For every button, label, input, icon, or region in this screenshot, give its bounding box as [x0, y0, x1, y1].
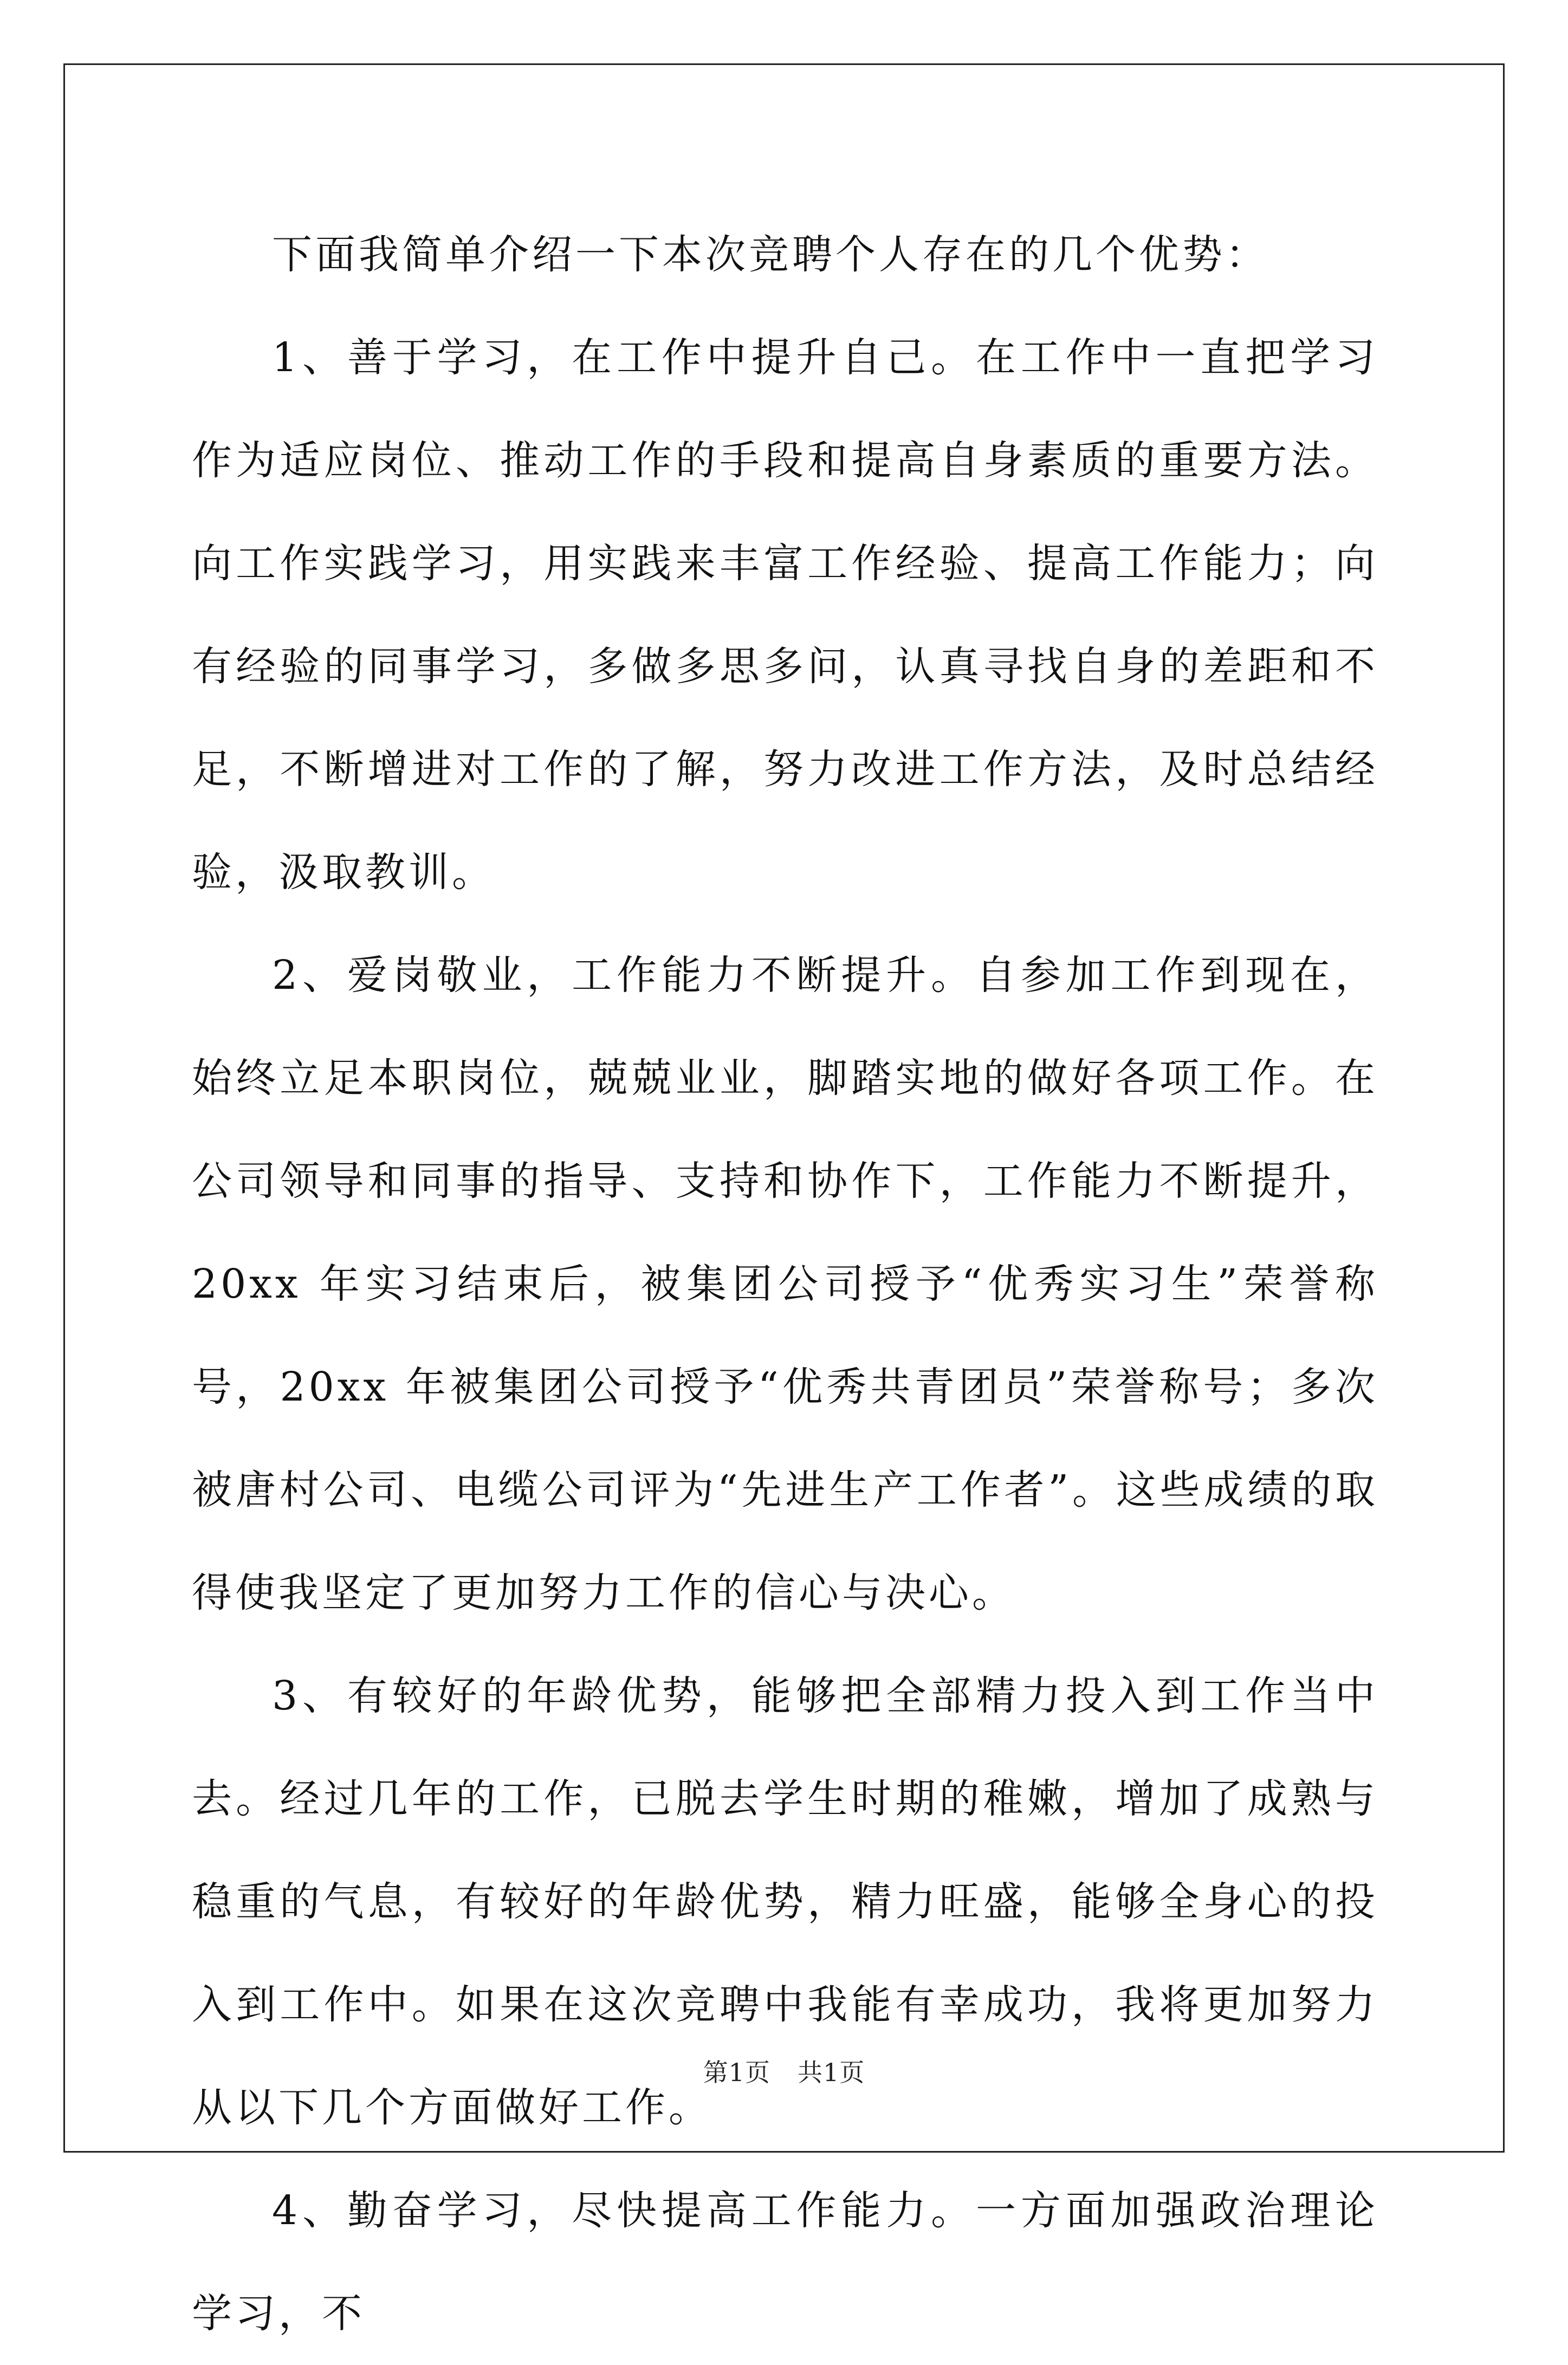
page-footer: [0, 2056, 1568, 2089]
paragraph-3: 3、有较好的年龄优势，能够把全部精力投入到工作当中去。经过几年的工作，已脱去学生时期的稚嫩，增加了成熟与稳重的气息，有较好的年龄优势，精力旺盛，能够全身心的投入到工作中。如果在这次竞聘中我能有幸成功，我将更加努力从以下几个方面做好工作。: [192, 1673, 1378, 2131]
paragraph-2: 2、爱岗敬业，工作能力不断提升。自参加工作到现在，始终立足本职岗位，兢兢业业，脚踏实地的做好各项工作。在公司领导和同事的指导、支持和协作下，工作能力不断提升，20xx 年实习结束后，被集团公司授予“优秀实习生”荣誉称号，20xx 年被集团公司授予“优秀共青团员”荣誉称号；多次被唐村公司、电缆公司评为“先进生产工作者”。这些成绩的取得使我坚定了更加努力工作的信心与决心。: [192, 952, 1378, 1616]
document-body: [192, 203, 1378, 2365]
paragraph-1: 1、善于学习，在工作中提升自己。在工作中一直把学习作为适应岗位、推动工作的手段和提高自身素质的重要方法。向工作实践学习，用实践来丰富工作经验、提高工作能力；向有经验的同事学习，多做多思多问，认真寻找自身的差距和不足，不断增进对工作的了解，努力改进工作方法，及时总结经验，汲取教训。: [192, 334, 1378, 896]
page-total: 共1页: [798, 2058, 865, 2087]
paragraph-4: 4、勤奋学习，尽快提高工作能力。一方面加强政治理论学习，不: [192, 2187, 1378, 2337]
page-number: 第1页: [703, 2058, 770, 2087]
paragraph-intro: 下面我简单介绍一下本次竞聘个人存在的几个优势：: [272, 231, 1269, 278]
